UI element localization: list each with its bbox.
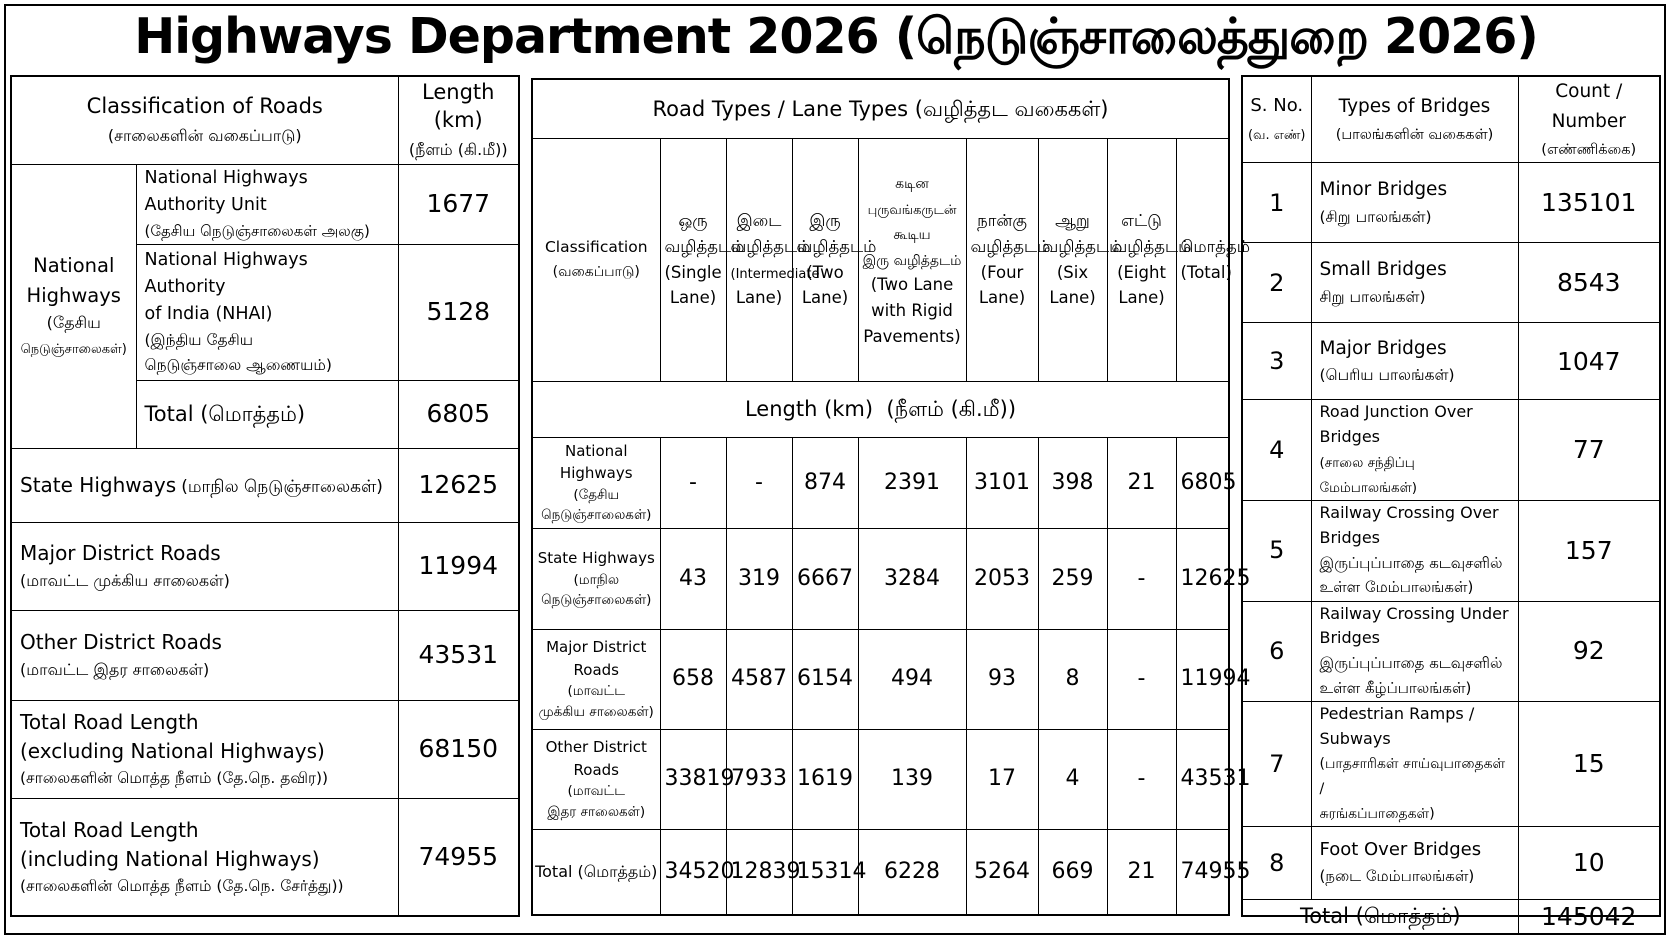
cell-value: 4587	[726, 629, 792, 729]
row-total-classification: Total (மொத்தம்)	[533, 829, 660, 914]
road-classification-table	[10, 75, 520, 917]
classification-header: Classification of Roads (சாலைகளின் வகைப்பாடு)	[12, 77, 398, 164]
cell-value: -	[1107, 528, 1176, 629]
row-total-incl-nh-value: 74955	[398, 798, 518, 915]
bridge-type: Railway Crossing Over Bridges இருப்புப்பாதை கடவுசளில் உள்ள மேம்பாலங்கள்)	[1311, 500, 1518, 601]
cell-value: 33819	[660, 729, 726, 829]
bridge-count: 8543	[1518, 243, 1659, 323]
sno-header: S. No. (வ. எண்)	[1243, 77, 1311, 163]
total-value: 21	[1107, 829, 1176, 914]
cell-value: 6805	[1176, 437, 1228, 528]
cell-value: 43531	[1176, 729, 1228, 829]
total-value: 34520	[660, 829, 726, 914]
bridge-count: 77	[1518, 400, 1659, 500]
bridge-sno: 7	[1243, 701, 1311, 826]
cell-value: 8	[1038, 629, 1107, 729]
bridge-count: 92	[1518, 601, 1659, 701]
bridge-sno: 5	[1243, 500, 1311, 601]
cell-value: 874	[792, 437, 858, 528]
bridge-type-header: Types of Bridges (பாலங்களின் வகைகள்)	[1311, 77, 1518, 163]
col-two-lane-header: இரு வழித்தடம் (Two Lane)	[792, 138, 858, 381]
col-classification-header: Classification (வகைப்பாடு)	[533, 138, 660, 381]
row-mdr-label: Major District Roads (மாவட்ட முக்கிய சாலைகள்)	[12, 522, 398, 610]
bridge-sno: 8	[1243, 826, 1311, 899]
col-four-lane-header: நான்கு வழித்தடம் (Four Lane)	[966, 138, 1038, 381]
cell-value: 17	[966, 729, 1038, 829]
bridge-type: Road Junction Over Bridges (சாலை சந்திப்பு மேம்பாலங்கள்)	[1311, 400, 1518, 500]
bridge-count: 157	[1518, 500, 1659, 601]
cell-value: 4	[1038, 729, 1107, 829]
bridge-sno: 2	[1243, 243, 1311, 323]
bridge-type: Railway Crossing Under Bridges இருப்புப்பாதை கடவுசளில் உள்ள கீழ்ப்பாலங்கள்)	[1311, 601, 1518, 701]
cell-value: 3284	[858, 528, 966, 629]
page-title: Highways Department 2026 (நெடுஞ்சாலைத்துறை 2026)	[134, 8, 1538, 65]
total-value: 669	[1038, 829, 1107, 914]
bridges-table	[1241, 75, 1661, 931]
row-state-highways-label: State Highways (மாநில நெடுஞ்சாலைகள்)	[12, 448, 398, 522]
lane-types-table	[531, 78, 1251, 916]
bridge-sno: 6	[1243, 601, 1311, 701]
col-single-lane-header: ஒரு வழித்தடம் (Single Lane)	[660, 138, 726, 381]
total-value: 74955	[1176, 829, 1228, 914]
total-value: 15314	[792, 829, 858, 914]
col-two-lane-rigid-header: கடின புருவங்கருடன் கூடிய இரு வழித்தடம் (Two Lane with Rigid Pavements)	[858, 138, 966, 381]
cell-value: 93	[966, 629, 1038, 729]
row-mdr-classification: Major District Roads (மாவட்ட முக்கிய சாலைகள்)	[533, 629, 660, 729]
row-nhai-value: 5128	[398, 244, 518, 380]
row-sh-classification: State Highways (மாநில நெடுஞ்சாலைகள்)	[533, 528, 660, 629]
col-six-lane-header: ஆறு வழித்தடம் (Six Lane)	[1038, 138, 1107, 381]
row-mdr-value: 11994	[398, 522, 518, 610]
row-total-excl-nh-label: Total Road Length (excluding National Highways) (சாலைகளின் மொத்த நீளம் (தே.நெ. தவிர))	[12, 700, 398, 798]
cell-value: 139	[858, 729, 966, 829]
lane-types-header: Road Types / Lane Types (வழித்தட வகைகள்)	[533, 80, 1228, 138]
cell-value: 319	[726, 528, 792, 629]
col-eight-lane-header: எட்டு வழித்தடம் (Eight Lane)	[1107, 138, 1176, 381]
total-value: 12839	[726, 829, 792, 914]
bridge-type: Small Bridges சிறு பாலங்கள்)	[1311, 243, 1518, 323]
bridges-total-count: 145042	[1518, 899, 1659, 933]
bridge-count: 135101	[1518, 163, 1659, 243]
bridge-sno: 4	[1243, 400, 1311, 500]
cell-value: 7933	[726, 729, 792, 829]
total-value: 6228	[858, 829, 966, 914]
cell-value: 259	[1038, 528, 1107, 629]
row-nhai-label: National Highways Authority of India (NHAI) (இந்திய தேசிய நெடுஞ்சாலை ஆணையம்)	[136, 244, 398, 380]
cell-value: 2053	[966, 528, 1038, 629]
cell-value: 3101	[966, 437, 1038, 528]
total-value: 5264	[966, 829, 1038, 914]
row-nh-total-value: 6805	[398, 380, 518, 448]
row-state-highways-value: 12625	[398, 448, 518, 522]
bridge-type: Foot Over Bridges (நடை மேம்பாலங்கள்)	[1311, 826, 1518, 899]
col-total-header: மொத்தம் (Total)	[1176, 138, 1228, 381]
cell-value: 398	[1038, 437, 1107, 528]
cell-value: -	[660, 437, 726, 528]
row-odr-value: 43531	[398, 610, 518, 700]
cell-value: 21	[1107, 437, 1176, 528]
cell-value: 43	[660, 528, 726, 629]
cell-value: 494	[858, 629, 966, 729]
col-intermediate-lane-header: இடை வழித்தடம் (Intermediate Lane)	[726, 138, 792, 381]
row-odr-classification: Other District Roads (மாவட்ட இதர சாலைகள்)	[533, 729, 660, 829]
row-nhau-value: 1677	[398, 164, 518, 244]
cell-value: 1619	[792, 729, 858, 829]
bridge-sno: 3	[1243, 323, 1311, 400]
row-odr-label: Other District Roads (மாவட்ட இதர சாலைகள்)	[12, 610, 398, 700]
cell-value: 658	[660, 629, 726, 729]
cell-value: 6154	[792, 629, 858, 729]
cell-value: 12625	[1176, 528, 1228, 629]
length-subheader: Length (km) (நீளம் (கி.மீ))	[533, 381, 1228, 437]
bridge-sno: 1	[1243, 163, 1311, 243]
cell-value: 6667	[792, 528, 858, 629]
bridge-type: Minor Bridges (சிறு பாலங்கள்)	[1311, 163, 1518, 243]
cell-value: 11994	[1176, 629, 1228, 729]
row-nh-total-label: Total (மொத்தம்)	[136, 380, 398, 448]
bridge-type: Major Bridges (பெரிய பாலங்கள்)	[1311, 323, 1518, 400]
cell-value: 2391	[858, 437, 966, 528]
bridge-count: 15	[1518, 701, 1659, 826]
national-highways-group-label: National Highways (தேசிய நெடுஞ்சாலைகள்)	[12, 164, 136, 448]
count-header: Count / Number (எண்ணிக்கை)	[1518, 77, 1659, 163]
length-header: Length (km) (நீளம் (கி.மீ))	[398, 77, 518, 164]
cell-value: -	[1107, 729, 1176, 829]
row-total-excl-nh-value: 68150	[398, 700, 518, 798]
row-total-incl-nh-label: Total Road Length (including National Highways) (சாலைகளின் மொத்த நீளம் (தே.நெ. சேர்த்து))	[12, 798, 398, 915]
row-nh-classification: National Highways (தேசிய நெடுஞ்சாலைகள்)	[533, 437, 660, 528]
bridge-type: Pedestrian Ramps / Subways (பாதசாரிகள் சாய்வுபாதைகள் / சுரங்கப்பாதைகள்)	[1311, 701, 1518, 826]
cell-value: -	[1107, 629, 1176, 729]
bridge-count: 10	[1518, 826, 1659, 899]
cell-value: -	[726, 437, 792, 528]
bridges-total-label: Total (மொத்தம்)	[1243, 899, 1518, 933]
bridge-count: 1047	[1518, 323, 1659, 400]
row-nhau-label: National Highways Authority Unit (தேசிய நெடுஞ்சாலைகள் அலகு)	[136, 164, 398, 244]
